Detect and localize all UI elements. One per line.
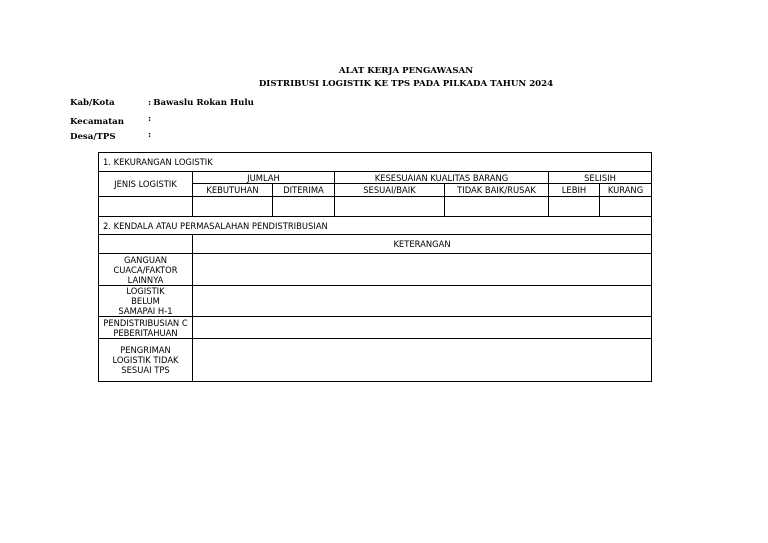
kendala-label-belum-sampai: LOGISTIK BELUM SAMAPAI H-1: [99, 286, 193, 317]
meta-label-kecamatan: Kecamatan: [70, 117, 124, 127]
keterangan-cell-belum-sampai[interactable]: [193, 286, 652, 317]
kab-kota-value: Bawaslu Rokan Hulu: [153, 98, 254, 108]
header-lebih: LEBIH: [549, 184, 600, 197]
meta-value-kecamatan: :: [148, 114, 152, 124]
keterangan-cell-pemberitahuan[interactable]: [193, 317, 652, 339]
header-kurang: KURANG: [600, 184, 652, 197]
cell-tidak-baik-rusak[interactable]: [445, 197, 549, 217]
header-jumlah: JUMLAH: [193, 172, 335, 184]
cell-kurang[interactable]: [600, 197, 652, 217]
cell-diterima[interactable]: [273, 197, 335, 217]
header-kebutuhan: KEBUTUHAN: [193, 184, 273, 197]
header-selisih: SELISIH: [549, 172, 652, 184]
document-subtitle: DISTRIBUSI LOGISTIK KE TPS PADA PILKADA TAHUN 2024: [258, 79, 554, 89]
header-tidak-baik-rusak: TIDAK BAIK/RUSAK: [445, 184, 549, 197]
cell-jenis-logistik[interactable]: [99, 197, 193, 217]
kendala-label-header: [99, 235, 193, 254]
header-sesuai-baik: SESUAI/BAIK: [335, 184, 445, 197]
meta-value-desa-tps: :: [148, 130, 152, 140]
section-2-heading: 2. KENDALA ATAU PERMASALAHAN PENDISTRIBUSIAN: [99, 217, 652, 235]
meta-value-kab-kota: : Bawaslu Rokan Hulu: [148, 98, 254, 108]
cell-sesuai-baik[interactable]: [335, 197, 445, 217]
header-keterangan: KETERANGAN: [193, 235, 652, 254]
header-jenis-logistik: JENIS LOGISTIK: [99, 172, 193, 197]
meta-label-desa-tps: Desa/TPS: [70, 132, 116, 142]
document-title: ALAT KERJA PENGAWASAN: [338, 66, 474, 76]
keterangan-cell-cuaca[interactable]: [193, 254, 652, 286]
kendala-label-pemberitahuan: PENDISTRIBUSIAN C PEBERITAHUAN: [99, 317, 193, 339]
section-1-heading: 1. KEKURANGAN LOGISTIK: [99, 153, 652, 172]
logistics-form-table: [98, 152, 652, 382]
header-diterima: DITERIMA: [273, 184, 335, 197]
cell-kebutuhan[interactable]: [193, 197, 273, 217]
kendala-label-cuaca: GANGUAN CUACA/FAKTOR LAINNYA: [99, 254, 193, 286]
meta-label-kab-kota: Kab/Kota: [70, 98, 115, 108]
header-kesesuaian: KESESUAIAN KUALITAS BARANG: [335, 172, 549, 184]
kendala-label-tidak-sesuai-tps: PENGRIMAN LOGISTIK TIDAK SESUAI TPS: [99, 339, 193, 382]
keterangan-cell-tidak-sesuai-tps[interactable]: [193, 339, 652, 382]
cell-lebih[interactable]: [549, 197, 600, 217]
